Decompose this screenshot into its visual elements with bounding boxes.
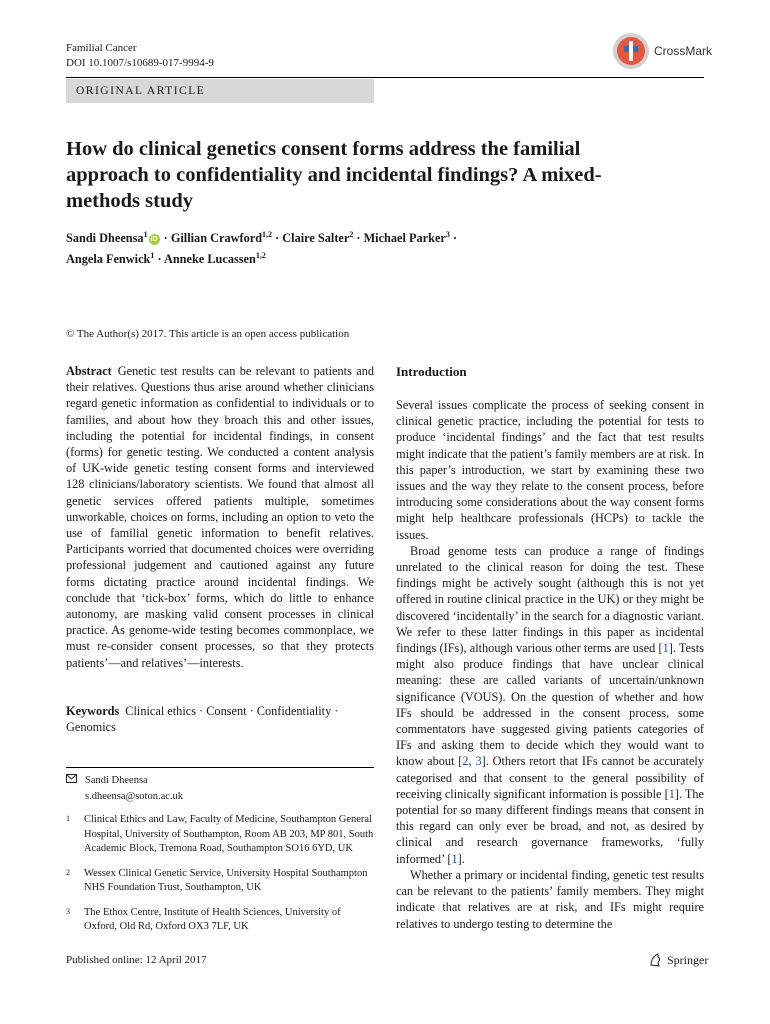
citation-link[interactable]: 1	[668, 786, 675, 801]
paragraph-text: ].	[457, 851, 465, 866]
author-name[interactable]: Gillian Crawford	[170, 231, 263, 246]
crossmark-label: CrossMark	[654, 44, 713, 58]
author-affiliation-sup: 3	[445, 230, 450, 239]
crossmark-badge[interactable]	[612, 32, 712, 70]
section-heading: Introduction	[396, 364, 467, 379]
paragraph: Whether a primary or incidental finding, genetic test results can be relevant to the patients’ family members. They might indicate that relatives are at risk, and IFs might require relatives to undergo testing to determine the	[396, 867, 704, 931]
header-rule	[66, 77, 704, 78]
author-name[interactable]: Claire Salter	[282, 231, 350, 246]
author-name[interactable]: Angela Fenwick	[66, 252, 151, 267]
author-name[interactable]: Michael Parker	[363, 231, 446, 246]
publisher-logo	[648, 952, 708, 968]
author-affiliation-sup: 1,2	[255, 251, 266, 261]
abstract	[66, 363, 374, 671]
paragraph: Several issues complicate the process of seeking consent in clinical genetic practice, including the potential for tests to produce ‘incidental findings’ and the fact that test results might indicate that the patient’s family members are at risk. In this paper’s introduction, we start by examining these two issues and the way they relate to the consent process, before introducing some considerations about the way consent forms might help healthcare professionals (HCPs) to tackle the issues.	[396, 398, 704, 542]
author-affiliation-sup: 2	[349, 230, 354, 239]
author-list: Sandi Dheensa$^1$iD · Gillian Crawford$^{1,2}$ · Claire Salter$^2$ · Michael Parker$^3$ · Angela Fenwick$^1$ · Anneke Lucassen$^{1,2}$	[66, 230, 458, 267]
abstract-text: Genetic test results can be relevant to patients and their relatives. Questions thus arise around whether clinicians regard genetic information as confidential to individuals or to families, and about how they broach this and other issues, including the potential for incidental findings, in consent (forms) for genetic testing. We conducted a content analysis of UK-wide genetic testing consent forms and interviewed 128 clinicians/laboratory scientists. We found that almost all genetic services offered patients multiple, sometimes unworkable, choices on forms, including an option to veto the use of familial genetic information to benefit relatives. Participants worried that documented choices were overriding professional judgement and cautioned against any future forms dictating practice around incidental findings. We conclude that ‘tick-box’ forms, which do little to enhance autonomy, are masking valid consent processes in clinical practice. As genome-wide testing becomes commonplace, we must re-consider consent processes, so that they protects patients’—and relatives’—interests.	[66, 364, 374, 670]
paragraph-text: ]. Others retort that IFs cannot be accurately categorised and that consent to the general possibility of receiving clinically significant information is possible [	[396, 754, 704, 801]
springer-horse-icon	[648, 952, 664, 968]
doi[interactable]: DOI 10.1007/s10689-017-9994-9	[66, 57, 214, 69]
article-type-banner: ORIGINAL ARTICLE	[66, 79, 374, 103]
author-affiliation-sup: 1	[143, 230, 148, 239]
affiliation-item	[66, 867, 374, 896]
affiliation-item	[66, 813, 374, 857]
copyright-notice: © The Author(s) 2017. This article is an open access publication	[66, 328, 350, 340]
paragraph	[396, 543, 704, 867]
paragraph-text: ]. Tests might also produce findings that have unclear clinical meaning: these are called variants of uncertain/unknown significance (VOUS). On the question of whether and how IFs should be addressed in the consent process, some commentators have suggested giving patients categories of IFs and asking them to decide which they would want to know about [	[396, 641, 704, 769]
citation-link[interactable]: 2	[462, 754, 469, 769]
paragraph-text: ]. The potential for so many different findings means that consent in this regard can only ever be broad, and not, as desired by clinical and research governance frameworks, ‘fully informed’ [	[396, 786, 705, 866]
crossmark-icon	[612, 32, 650, 70]
orcid-icon[interactable]: iD	[150, 236, 158, 244]
paragraph-text: Broad genome tests can produce a range of findings unrelated to the clinical reason for doing the test. These findings might be actively sought (although this is not yet offered in routine clinical practice in the UK) or they might be discovered ‘incidentally’ in the search for a diagnostic variant. We refer to these latter findings in this paper as incidental findings (IFs), although various other terms are used [	[396, 543, 704, 656]
journal-name: Familial Cancer	[66, 42, 137, 54]
envelope-icon	[66, 773, 79, 789]
citation-link[interactable]: 3	[475, 754, 482, 769]
keywords	[66, 703, 374, 735]
affiliations	[66, 813, 374, 945]
affiliation-text: The Ethox Centre, Institute of Health Sciences, University of Oxford, Old Rd, Oxford OX3 7LF, UK	[84, 906, 341, 932]
affiliation-item	[66, 906, 374, 935]
affiliation-text: Wessex Clinical Genetic Service, University Hospital Southampton NHS Foundation Trust, Southampton, UK	[84, 867, 368, 893]
corresponding-author: Sandi Dheensa	[85, 775, 148, 786]
corresponding-email[interactable]: s.dheensa@soton.ac.uk	[85, 791, 184, 802]
article-title: How do clinical genetics consent forms address the familial approach to confidentiality and incidental findings? A mixed-methods study	[66, 138, 602, 212]
affiliation-number: 3	[66, 906, 70, 916]
abstract-label: Abstract	[66, 364, 112, 378]
paragraph-text: ,	[468, 754, 476, 769]
author-name[interactable]: Anneke Lucassen	[163, 252, 256, 267]
author-name[interactable]: Sandi Dheensa	[66, 231, 144, 246]
correspondence	[66, 773, 183, 805]
author-affiliation-sup: 1	[150, 251, 155, 261]
keywords-text: Clinical ethics · Consent · Confidentiality · Genomics	[66, 704, 339, 735]
affiliation-number: 2	[66, 867, 70, 877]
keywords-label: Keywords	[66, 704, 120, 718]
introduction-body	[396, 397, 704, 932]
citation-link[interactable]: 1	[451, 851, 458, 866]
footnote-rule	[66, 767, 374, 768]
affiliation-number: 1	[66, 814, 70, 823]
affiliation-text: Clinical Ethics and Law, Faculty of Medicine, Southampton General Hospital, University of Southampton, Room AB 203, MP 801, South Academic Block, Tremona Road, Southampton SO16 6YD, UK	[84, 814, 374, 854]
author-affiliation-sup: 1,2	[262, 230, 273, 239]
publisher-name: Springer	[667, 952, 709, 967]
citation-link[interactable]: 1	[662, 641, 669, 656]
published-date: Published online: 12 April 2017	[66, 954, 207, 966]
